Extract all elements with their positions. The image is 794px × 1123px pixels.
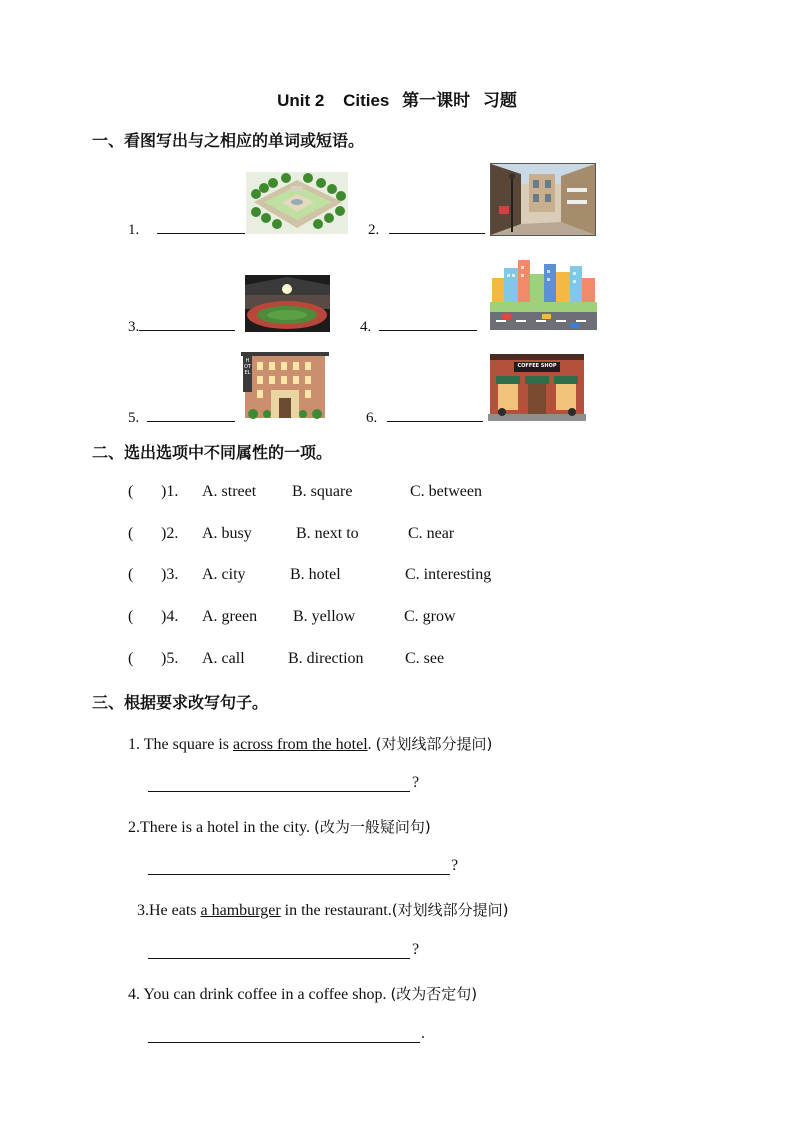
q3-option-a: A. city xyxy=(202,566,246,583)
s1-end-mark: ? xyxy=(412,774,420,791)
s1-text: 1. The square is xyxy=(128,736,234,753)
city-illustration xyxy=(490,252,597,332)
q2-option-a: A. busy xyxy=(202,525,252,542)
s3-post: in the restaurant. xyxy=(280,902,392,919)
sentence-3 xyxy=(137,899,508,920)
hotel-sign: HOTEL xyxy=(244,358,251,376)
section2-heading: 二、选出选项中不同属性的一项。 xyxy=(92,443,333,462)
s2-instruction: (改为一般疑问句) xyxy=(314,818,431,836)
hotel-illustration xyxy=(241,350,329,422)
q5-number: )5. xyxy=(161,650,179,667)
hotel-image xyxy=(241,350,329,422)
item-4-number: 4. xyxy=(360,319,372,335)
q1-option-a: A. street xyxy=(202,483,257,500)
q4-number: )4. xyxy=(161,608,179,625)
q2-option-b: B. next to xyxy=(296,525,359,542)
s2-answer-line[interactable] xyxy=(148,874,450,875)
title-unit: Unit 2 xyxy=(277,91,325,110)
s3-underlined: a hamburger xyxy=(200,902,281,919)
s3-instruction: (对划线部分提问) xyxy=(391,901,509,919)
item-5-label xyxy=(128,407,235,427)
section1-heading: 一、看图写出与之相应的单词或短语。 xyxy=(92,131,365,150)
item-3-answer-blank[interactable] xyxy=(139,316,235,331)
q3-number: )3. xyxy=(161,566,179,583)
item-2-number: 2. xyxy=(368,222,380,238)
section3-heading: 三、根据要求改写句子。 xyxy=(92,693,269,712)
s1-answer-line[interactable] xyxy=(148,791,410,792)
page-title xyxy=(0,86,794,111)
question-1 xyxy=(128,483,648,505)
item-1-label xyxy=(128,219,245,239)
q1-option-c: C. between xyxy=(410,483,482,500)
s2-text: 2.There is a hotel in the city. xyxy=(128,819,315,836)
item-6-number: 6. xyxy=(366,410,378,426)
item-1-answer-blank[interactable] xyxy=(157,219,245,234)
q3-option-b: B. hotel xyxy=(290,566,341,583)
q4-option-b: B. yellow xyxy=(293,608,356,625)
q3-bracket[interactable]: ( xyxy=(128,566,134,583)
street-image xyxy=(490,163,596,236)
stadium-image xyxy=(245,275,330,332)
sentence-4 xyxy=(128,983,477,1004)
sentence-2 xyxy=(128,816,431,837)
s1-underlined: across from the hotel xyxy=(233,736,368,753)
q1-option-b: B. square xyxy=(292,483,353,500)
square-image xyxy=(246,172,348,234)
q2-number: )2. xyxy=(161,525,179,542)
stadium-illustration xyxy=(245,275,330,332)
item-5-number: 5. xyxy=(128,410,140,426)
question-3 xyxy=(128,566,648,588)
street-illustration xyxy=(491,164,595,235)
s2-end-mark: ? xyxy=(451,857,459,874)
s1-instruction: (对划线部分提问) xyxy=(375,735,493,753)
q3-option-c: C. interesting xyxy=(405,566,492,583)
item-1-number: 1. xyxy=(128,222,140,238)
item-4-answer-blank[interactable] xyxy=(379,316,477,331)
s3-answer-line[interactable] xyxy=(148,958,410,959)
coffee-shop-image xyxy=(488,352,586,421)
q1-bracket[interactable]: ( xyxy=(128,483,134,500)
title-lesson: 第一课时 xyxy=(402,91,471,111)
question-2 xyxy=(128,525,648,547)
s4-text: 4. You can drink coffee in a coffee shop. xyxy=(128,986,391,1003)
city-image xyxy=(490,252,597,332)
s3-end-mark: ? xyxy=(412,941,420,958)
q2-option-c: C. near xyxy=(408,525,455,542)
item-5-answer-blank[interactable] xyxy=(147,407,235,422)
item-2-label xyxy=(368,219,485,239)
s4-instruction: (改为否定句) xyxy=(390,985,478,1003)
q5-option-a: A. call xyxy=(202,650,245,667)
item-4-label xyxy=(360,316,477,336)
question-5 xyxy=(128,650,648,672)
s1-post: . xyxy=(367,736,376,753)
item-3-label xyxy=(128,316,235,336)
q5-option-b: B. direction xyxy=(288,650,364,667)
q5-bracket[interactable]: ( xyxy=(128,650,134,667)
coffee-shop-sign: COFFEE SHOP xyxy=(517,363,557,369)
title-type: 习题 xyxy=(482,91,517,111)
q5-option-c: C. see xyxy=(405,650,445,667)
item-2-answer-blank[interactable] xyxy=(389,219,485,234)
s4-answer-line[interactable] xyxy=(148,1042,420,1043)
square-illustration xyxy=(246,172,348,234)
q2-bracket[interactable]: ( xyxy=(128,525,134,542)
title-name: Cities xyxy=(343,91,390,110)
item-3-number: 3. xyxy=(128,319,140,335)
question-4 xyxy=(128,608,648,630)
item-6-label xyxy=(366,407,483,427)
sentence-1 xyxy=(128,733,492,754)
q4-option-a: A. green xyxy=(202,608,258,625)
q4-option-c: C. grow xyxy=(404,608,456,625)
q4-bracket[interactable]: ( xyxy=(128,608,134,625)
s3-text: 3.He eats xyxy=(137,902,201,919)
item-6-answer-blank[interactable] xyxy=(387,407,483,422)
q1-number: )1. xyxy=(161,483,179,500)
s4-end-mark: . xyxy=(421,1025,425,1042)
